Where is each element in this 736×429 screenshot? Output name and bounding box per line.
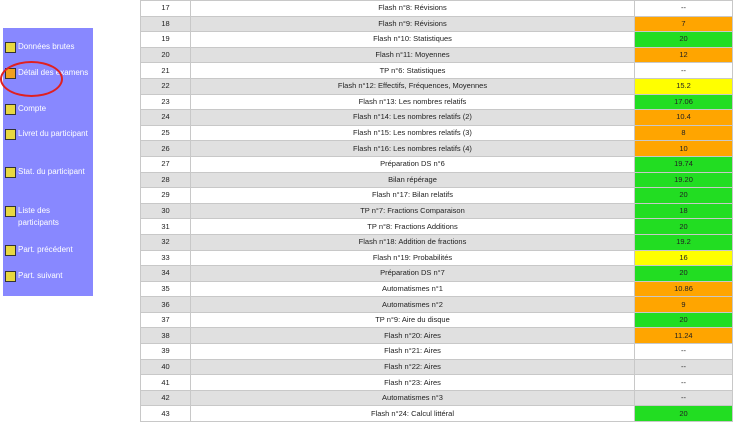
exam-title: Flash n°16: Les nombres relatifs (4) [191,141,635,157]
row-number: 20 [141,47,191,63]
exam-title: Flash n°22: Aires [191,359,635,375]
row-number: 30 [141,203,191,219]
exam-results-body [141,1,733,422]
exam-title: TP n°8: Fractions Additions [191,219,635,235]
exam-title: Automatismes n°1 [191,281,635,297]
table-row [141,156,733,172]
table-row [141,141,733,157]
exam-grade: 20 [635,312,733,328]
row-number: 26 [141,141,191,157]
row-number: 35 [141,281,191,297]
table-row [141,406,733,422]
table-row [141,63,733,79]
exam-grade: 17.06 [635,94,733,110]
table-row [141,32,733,48]
exam-grade: 20 [635,219,733,235]
sidebar-item-label: Part. suivant [18,271,63,280]
table-row [141,203,733,219]
exam-title: Automatismes n°3 [191,390,635,406]
exam-grade: 9 [635,297,733,313]
row-number: 42 [141,390,191,406]
row-number: 25 [141,125,191,141]
exam-grade: -- [635,63,733,79]
table-row [141,328,733,344]
exam-title: Bilan répérage [191,172,635,188]
chart-icon [5,68,16,79]
table-row [141,1,733,17]
exam-grade: -- [635,375,733,391]
exam-title: TP n°9: Aire du disque [191,312,635,328]
table-row [141,16,733,32]
row-number: 39 [141,344,191,360]
row-number: 29 [141,188,191,204]
exam-title: TP n°7: Fractions Comparaison [191,203,635,219]
exam-title: Préparation DS n°7 [191,266,635,282]
book-icon [5,129,16,140]
row-number: 37 [141,312,191,328]
row-number: 40 [141,359,191,375]
sidebar-item-1[interactable] [5,67,93,79]
exam-title: Flash n°13: Les nombres relatifs [191,94,635,110]
exam-grade: 7 [635,16,733,32]
exam-grade: -- [635,359,733,375]
exam-grade: -- [635,344,733,360]
exam-grade: 20 [635,406,733,422]
grid-icon [5,104,16,115]
exam-title: Flash n°21: Aires [191,344,635,360]
row-number: 33 [141,250,191,266]
next-user-icon [5,271,16,282]
table-row [141,390,733,406]
exam-grade: 18 [635,203,733,219]
row-number: 24 [141,110,191,126]
table-row [141,281,733,297]
row-number: 31 [141,219,191,235]
exam-grade: 11.24 [635,328,733,344]
table-row [141,375,733,391]
row-number: 43 [141,406,191,422]
exam-title: Flash n°19: Probabilités [191,250,635,266]
row-number: 32 [141,234,191,250]
exam-title: Flash n°10: Statistiques [191,32,635,48]
sidebar-item-label: Liste des participants [18,206,59,227]
row-number: 38 [141,328,191,344]
table-row [141,312,733,328]
exam-grade: 10.86 [635,281,733,297]
row-number: 22 [141,78,191,94]
table-row [141,94,733,110]
table-row [141,344,733,360]
exam-title: Flash n°23: Aires [191,375,635,391]
exam-grade: -- [635,390,733,406]
sidebar-item-label: Stat. du participant [18,167,85,176]
exam-grade: 19.20 [635,172,733,188]
table-row [141,188,733,204]
exam-title: Flash n°24: Calcul littéral [191,406,635,422]
exam-results-table [140,0,733,422]
stats-icon [5,167,16,178]
table-icon [5,42,16,53]
previous-user-icon [5,245,16,256]
exam-title: Flash n°17: Bilan relatifs [191,188,635,204]
exam-title: Flash n°8: Révisions [191,1,635,17]
sidebar-item-label: Données brutes [18,42,75,51]
table-row [141,250,733,266]
exam-grade: 10.4 [635,110,733,126]
row-number: 21 [141,63,191,79]
sidebar-item-label: Part. précédent [18,245,73,254]
sidebar-item-0[interactable] [5,41,93,53]
row-number: 19 [141,32,191,48]
row-number: 17 [141,1,191,17]
exam-title: TP n°6: Statistiques [191,63,635,79]
exam-title: Flash n°9: Révisions [191,16,635,32]
exam-grade: 16 [635,250,733,266]
sidebar-item-3[interactable] [5,128,93,140]
table-row [141,47,733,63]
sidebar-item-4[interactable] [5,166,93,178]
exam-title: Flash n°12: Effectifs, Fréquences, Moyennes [191,78,635,94]
exam-grade: 10 [635,141,733,157]
exam-title: Flash n°11: Moyennes [191,47,635,63]
exam-grade: 12 [635,47,733,63]
table-row [141,78,733,94]
row-number: 27 [141,156,191,172]
row-number: 28 [141,172,191,188]
table-row [141,297,733,313]
exam-title: Flash n°15: Les nombres relatifs (3) [191,125,635,141]
sidebar-item-label: Détail des examens [18,68,89,77]
exam-grade: 8 [635,125,733,141]
sidebar-item-label: Compte [18,104,47,113]
table-row [141,266,733,282]
row-number: 34 [141,266,191,282]
table-row [141,234,733,250]
row-number: 41 [141,375,191,391]
row-number: 23 [141,94,191,110]
exam-grade: 19.2 [635,234,733,250]
table-row [141,110,733,126]
table-row [141,125,733,141]
table-row [141,172,733,188]
exam-grade: 15.2 [635,78,733,94]
exam-title: Flash n°14: Les nombres relatifs (2) [191,110,635,126]
exam-grade: 19.74 [635,156,733,172]
exam-grade: 20 [635,32,733,48]
exam-title: Flash n°18: Addition de fractions [191,234,635,250]
sidebar-item-2[interactable] [5,103,93,115]
exam-grade: 20 [635,188,733,204]
exam-grade: 20 [635,266,733,282]
sidebar-item-5[interactable] [5,205,93,229]
exam-grade: -- [635,1,733,17]
row-number: 36 [141,297,191,313]
sidebar-item-label: Livret du participant [18,129,88,138]
users-icon [5,206,16,217]
table-row [141,359,733,375]
sidebar-item-7[interactable] [5,270,93,282]
table-row [141,219,733,235]
sidebar-item-6[interactable] [5,244,93,256]
exam-title: Flash n°20: Aires [191,328,635,344]
exam-title: Préparation DS n°6 [191,156,635,172]
row-number: 18 [141,16,191,32]
exam-title: Automatismes n°2 [191,297,635,313]
